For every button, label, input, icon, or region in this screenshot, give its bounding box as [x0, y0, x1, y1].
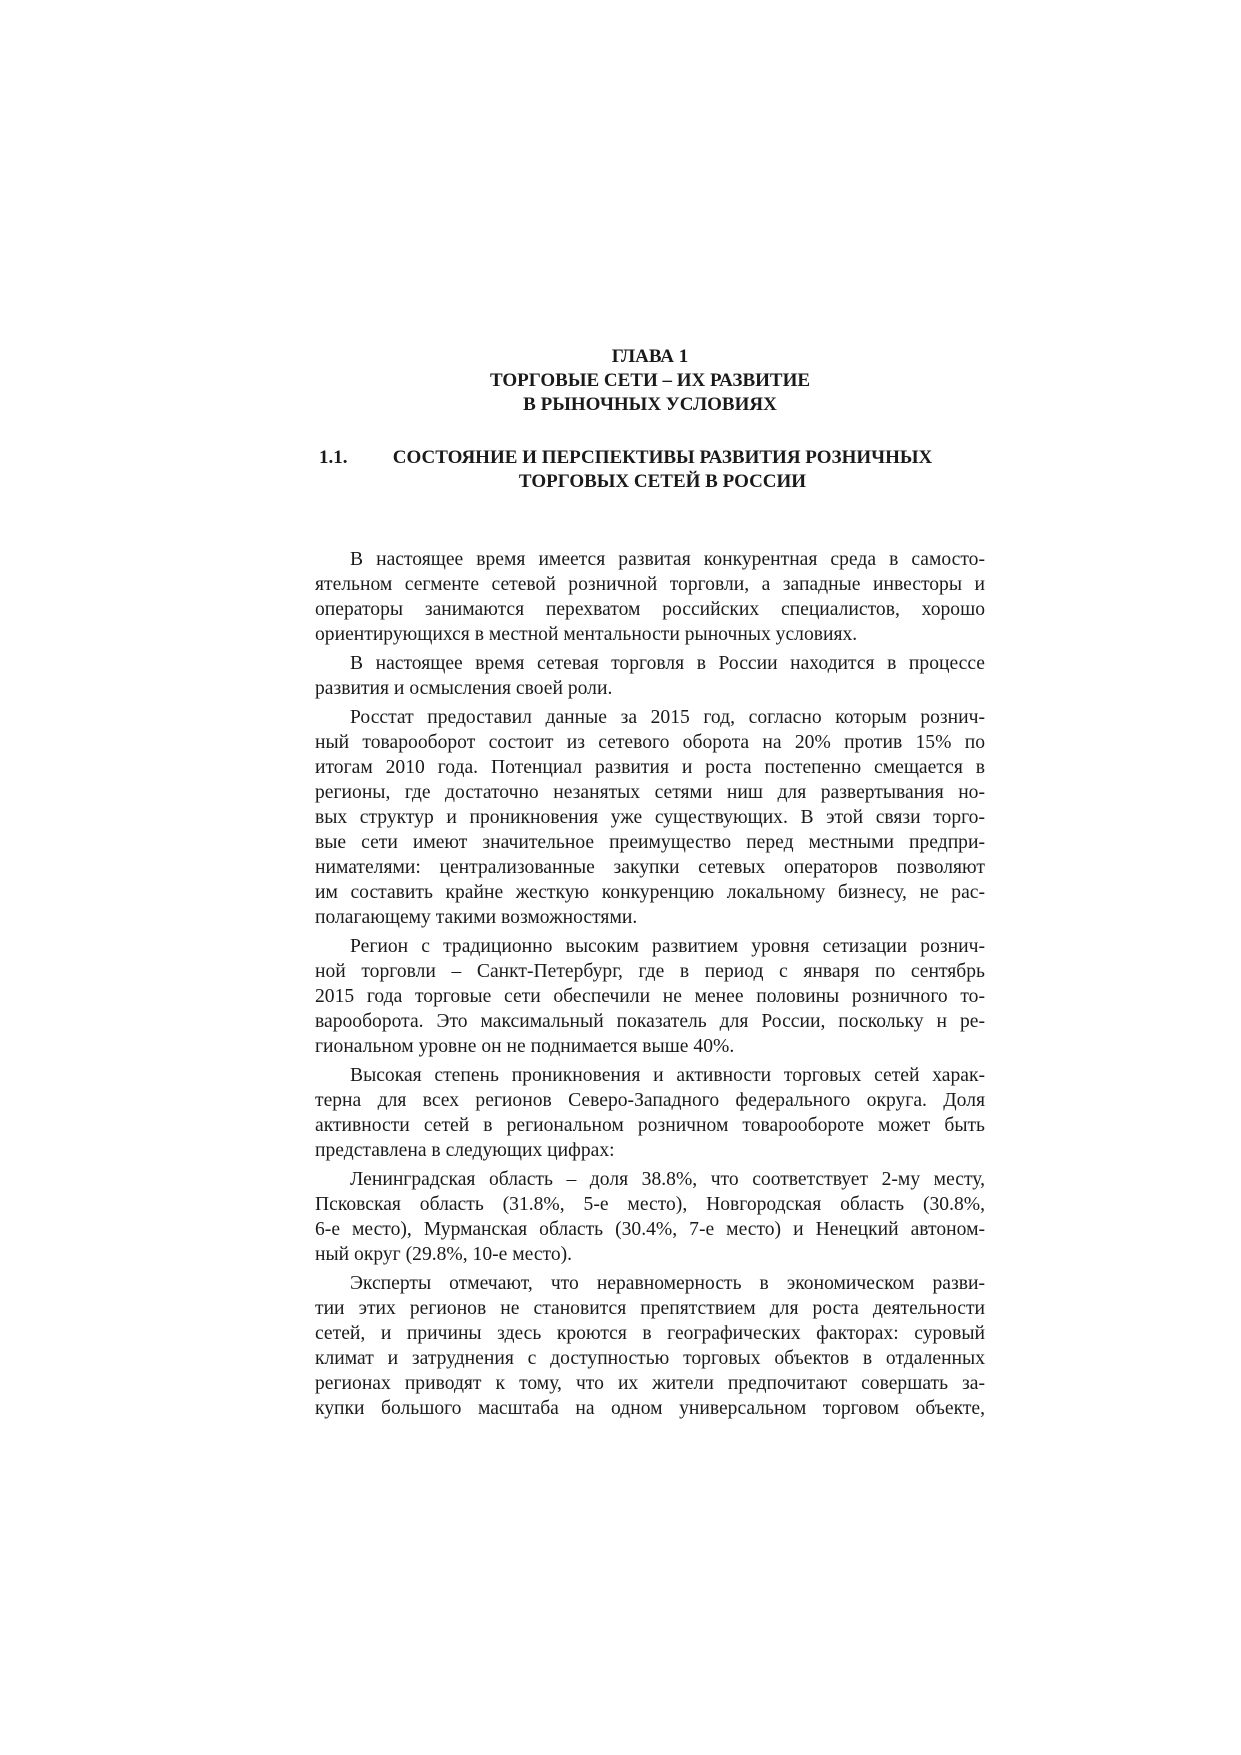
text-line: В настоящее время сетевая торговля в России находится в процессе — [350, 653, 985, 674]
chapter-title-line-1: ТОРГОВЫЕ СЕТИ – ИХ РАЗВИТИЕ — [489, 370, 811, 391]
text-line: полагающему такими возможностями. — [315, 907, 638, 928]
text-line: сетей, и причины здесь кроются в географических факторах: суровый — [315, 1323, 985, 1344]
text-line: вых структур и проникновения уже существующих. В этой связи торго- — [315, 807, 985, 828]
paragraph — [315, 1063, 985, 1163]
text-line: им составить крайне жесткую конкуренцию локальному бизнесу, не рас- — [315, 882, 985, 903]
text-line: ный товарооборот состоит из сетевого оборота на 20% против 15% по — [315, 732, 985, 753]
text-line: ятельном сегменте сетевой розничной торговли, а западные инвесторы и — [315, 574, 985, 595]
section-title-line-1: СОСТОЯНИЕ И ПЕРСПЕКТИВЫ РАЗВИТИЯ РОЗНИЧНЫХ — [392, 447, 933, 468]
paragraph — [315, 547, 985, 647]
text-line: операторы занимаются перехватом российских специалистов, хорошо — [315, 599, 985, 620]
text-line: регионы, где достаточно незанятых сетями ниш для развертывания но- — [315, 782, 985, 803]
text-line: нимателями: централизованные закупки сетевых операторов позволяют — [315, 857, 985, 878]
text-line: Псковская область (31.8%, 5-е место), Новгородская область (30.8%, — [315, 1194, 985, 1215]
section-title — [315, 446, 985, 494]
text-line: активности сетей в региональном розничном товарообороте может быть — [315, 1115, 985, 1136]
paragraph — [315, 651, 985, 701]
text-line: итогам 2010 года. Потенциал развития и роста постепенно смещается в — [315, 757, 985, 778]
text-line: терна для всех регионов Северо-Западного федерального округа. Доля — [315, 1090, 985, 1111]
text-line: варооборота. Это максимальный показатель для России, поскольку н ре- — [315, 1011, 985, 1032]
chapter-heading — [315, 345, 985, 417]
paragraph — [315, 1271, 985, 1421]
text-line: ориентирующихся в местной ментальности рыночных условиях. — [315, 624, 858, 645]
text-line: развития и осмысления своей роли. — [315, 678, 613, 699]
paragraph — [315, 705, 985, 930]
chapter-title-line-2: В РЫНОЧНЫХ УСЛОВИЯХ — [523, 394, 777, 415]
paragraph — [315, 934, 985, 1059]
text-line: Высокая степень проникновения и активности торговых сетей харак- — [350, 1065, 985, 1086]
text-line: тии этих регионов не становится препятствием для роста деятельности — [315, 1298, 985, 1319]
text-line: регионах приводят к тому, что их жители предпочитают совершать за- — [315, 1373, 985, 1394]
text-line: В настоящее время имеется развитая конкурентная среда в самосто- — [350, 549, 985, 570]
text-line: климат и затруднения с доступностью торговых объектов в отдаленных — [315, 1348, 985, 1369]
section-heading — [315, 446, 985, 494]
page — [315, 345, 985, 1425]
section-number: 1.1. — [319, 447, 348, 468]
text-line: гиональном уровне он не поднимается выше 40%. — [315, 1036, 735, 1057]
text-line: 6-е место), Мурманская область (30.4%, 7-е место) и Ненецкий автоном- — [315, 1219, 985, 1240]
chapter-label: ГЛАВА 1 — [611, 346, 689, 367]
text-line: Ленинградская область – доля 38.8%, что соответствует 2-му месту, — [350, 1169, 985, 1190]
text-line: вые сети имеют значительное преимущество перед местными предпри- — [315, 832, 985, 853]
section-title-line-2: ТОРГОВЫХ СЕТЕЙ В РОССИИ — [518, 471, 807, 492]
text-line: ный округ (29.8%, 10-е место). — [315, 1244, 573, 1265]
body-text — [315, 547, 985, 1421]
text-line: представлена в следующих цифрах: — [315, 1140, 615, 1161]
text-line: Росстат предоставил данные за 2015 год, согласно которым рознич- — [350, 707, 985, 728]
text-line: купки большого масштаба на одном универсальном торговом объекте, — [315, 1398, 985, 1419]
paragraph — [315, 1167, 985, 1267]
text-line: ной торговли – Санкт-Петербург, где в период с января по сентябрь — [315, 961, 985, 982]
text-line: 2015 года торговые сети обеспечили не менее половины розничного то- — [315, 986, 985, 1007]
text-line: Эксперты отмечают, что неравномерность в экономическом разви- — [350, 1273, 985, 1294]
text-line: Регион с традиционно высоким развитием уровня сетизации рознич- — [350, 936, 985, 957]
